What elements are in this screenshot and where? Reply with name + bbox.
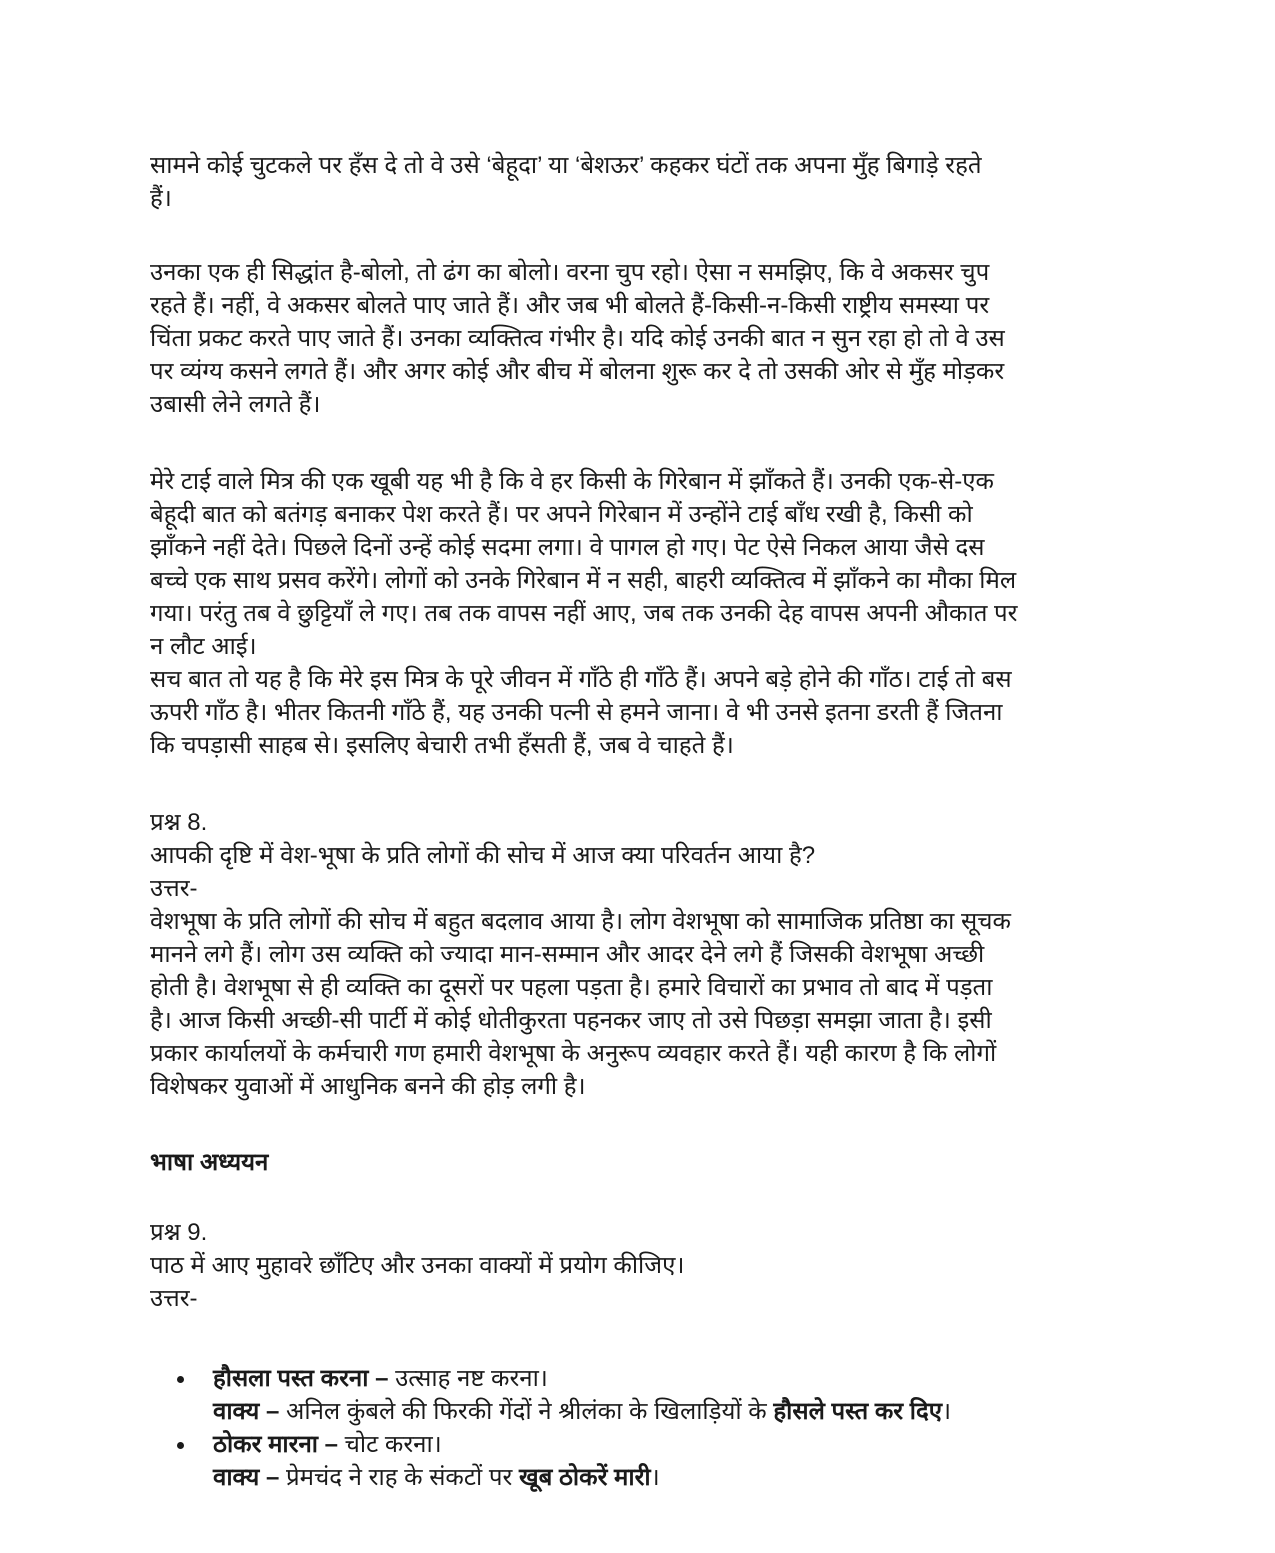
text-line: गया। परंतु तब वे छुट्टियाँ ले गए। तब तक वापस नहीं आए, जब तक उनकी देह वापस अपनी औकात पर	[150, 600, 1018, 627]
sentence-end: ।	[941, 1398, 952, 1425]
paragraph-3	[150, 465, 1018, 762]
list-item	[150, 1362, 951, 1428]
text-line: रहते हैं। नहीं, वे अकसर बोलते पाए जाते हैं। और जब भी बोलते हैं-किसी-न-किसी राष्ट्रीय समस्या पर	[150, 292, 990, 319]
question-label: प्रश्न 8.	[150, 809, 208, 836]
text-line: न लौट आई।	[150, 633, 257, 660]
section-heading: भाषा अध्ययन	[150, 1149, 269, 1176]
text-line: सच बात तो यह है कि मेरे इस मित्र के पूरे जीवन में गाँठे ही गाँठे हैं। अपने बड़े होने की गाँठ। टाई तो बस	[150, 666, 1012, 693]
text-line: मेरे टाई वाले मित्र की एक खूबी यह भी है कि वे हर किसी के गिरेबान में झाँकते हैं। उनकी एक-से-एक	[150, 468, 994, 495]
list-item	[150, 1428, 951, 1494]
sentence-label: वाक्य –	[213, 1464, 280, 1491]
sentence-end: ।	[650, 1464, 660, 1491]
answer-line: है। आज किसी अच्छी-सी पार्टी में कोई धोतीकुरता पहनकर जाए तो उसे पिछड़ा समझा जाता है। इसी	[150, 1007, 992, 1034]
idiom-meaning: चोट करना।	[338, 1431, 442, 1458]
text-line: उबासी लेने लगते हैं।	[150, 391, 321, 418]
answer-line: वेशभूषा के प्रति लोगों की सोच में बहुत बदलाव आया है। लोग वेशभूषा को सामाजिक प्रतिष्ठा का सूचक	[150, 908, 1011, 935]
text-line: कि चपड़ासी साहब से। इसलिए बेचारी तभी हँसती हैं, जब वे चाहते हैं।	[150, 732, 734, 759]
text-line: ऊपरी गाँठ है। भीतर कितनी गाँठे हैं, यह उनकी पत्नी से हमने जाना। वे भी उनसे इतना डरती हैं जितना	[150, 699, 1003, 726]
answer-line: होती है। वेशभूषा से ही व्यक्ति का दूसरों पर पहला पड़ता है। हमारे विचारों का प्रभाव तो बाद में पड़ता	[150, 974, 993, 1001]
answer-line: मानने लगे हैं। लोग उस व्यक्ति को ज्यादा मान-सम्मान और आदर देने लगे हैं जिसकी वेशभूषा अच्छी	[150, 941, 985, 968]
question-text: आपकी दृष्टि में वेश-भूषा के प्रति लोगों की सोच में आज क्या परिवर्तन आया है?	[150, 842, 816, 869]
paragraph-2	[150, 256, 1005, 421]
idiom: ठोकर मारना –	[213, 1431, 339, 1458]
idiom: हौसला पस्त करना –	[213, 1365, 389, 1392]
question-8	[150, 806, 1011, 1103]
text-line: पर व्यंग्य कसने लगते हैं। और अगर कोई और बीच में बोलना शुरू कर दे तो उसकी ओर से मुँह मोड़कर	[150, 358, 1005, 385]
text-line: बेहूदी बात को बतंगड़ बनाकर पेश करते हैं। पर अपने गिरेबान में उन्होंने टाई बाँध रखी है, किसी को	[150, 501, 973, 528]
text-line: चिंता प्रकट करते पाए जाते हैं। उनका व्यक्तित्व गंभीर है। यदि कोई उनकी बात न सुन रहा हो तो वे उस	[150, 325, 1005, 352]
question-label: प्रश्न 9.	[150, 1219, 208, 1246]
idiom-meaning: उत्साह नष्ट करना।	[388, 1365, 548, 1392]
answer-label: उत्तर-	[150, 875, 198, 902]
text-line: सामने कोई चुटकले पर हँस दे तो वे उसे ‘बेहूदा’ या ‘बेशऊर’ कहकर घंटों तक अपना मुँह बिगाड़े रहते	[150, 152, 982, 179]
answer-line: प्रकार कार्यालयों के कर्मचारी गण हमारी वेशभूषा के अनुरूप व्यवहार करते हैं। यही कारण है कि लोगों	[150, 1040, 997, 1067]
answer-line: विशेषकर युवाओं में आधुनिक बनने की होड़ लगी है।	[150, 1073, 586, 1100]
sentence: अनिल कुंबले की फिरकी गेंदों ने श्रीलंका के खिलाड़ियों के	[279, 1398, 774, 1425]
idiom-list	[150, 1362, 951, 1494]
question-9	[150, 1216, 684, 1315]
answer-label: उत्तर-	[150, 1285, 198, 1312]
question-text: पाठ में आए मुहावरे छाँटिए और उनका वाक्यों में प्रयोग कीजिए।	[150, 1252, 685, 1279]
text-line: उनका एक ही सिद्धांत है-बोलो, तो ढंग का बोलो। वरना चुप रहो। ऐसा न समझिए, कि वे अकसर चुप	[150, 259, 990, 286]
sentence-bold: खूब ठोकरें मारी	[518, 1464, 651, 1491]
text-line: हैं।	[150, 185, 172, 212]
text-line: झाँकने नहीं देते। पिछले दिनों उन्हें कोई सदमा लगा। वे पागल हो गए। पेट ऐसे निकल आया जैसे दस	[150, 534, 985, 561]
sentence: प्रेमचंद ने राह के संकटों पर	[279, 1464, 519, 1491]
sentence-label: वाक्य –	[213, 1398, 280, 1425]
paragraph-1	[150, 149, 982, 215]
sentence-bold: हौसले पस्त कर दिए	[773, 1398, 942, 1425]
text-line: बच्चे एक साथ प्रसव करेंगे। लोगों को उनके गिरेबान में न सही, बाहरी व्यक्तित्व में झाँकने का मौका मिल	[150, 567, 1017, 594]
